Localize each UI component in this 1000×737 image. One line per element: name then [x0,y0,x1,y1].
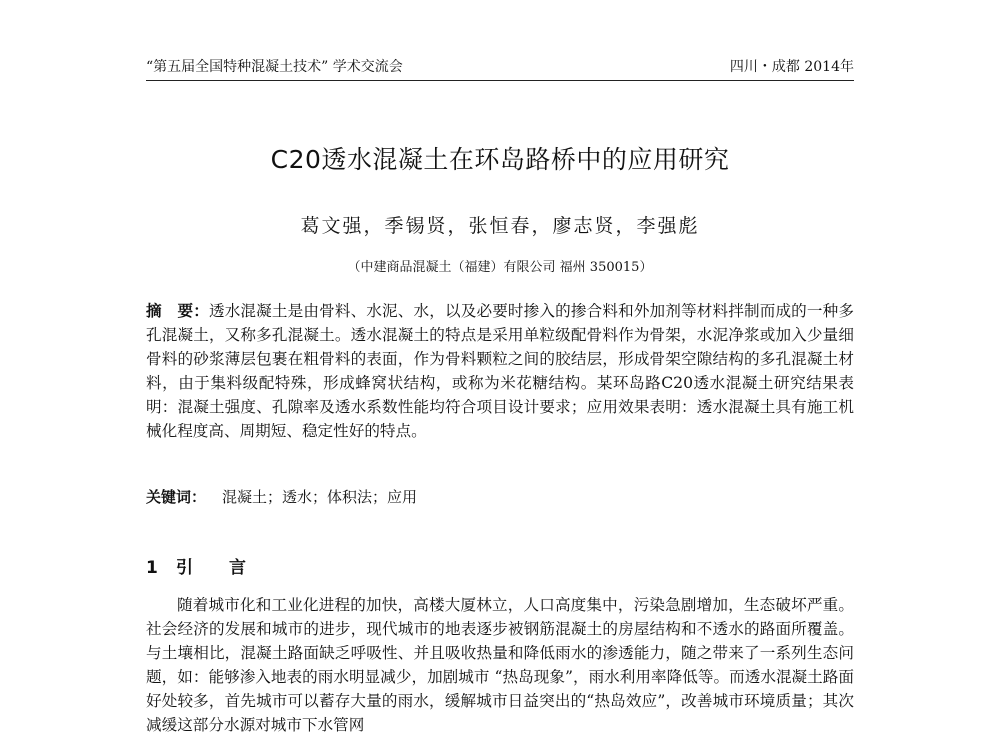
keywords-text: 混凝土；透水；体积法；应用 [222,488,418,506]
paper-title: C20透水混凝土在环岛路桥中的应用研究 [270,145,730,174]
header-rule [146,80,854,81]
affiliation: （中建商品混凝土（福建）有限公司 福州 350015） [347,260,653,275]
body-paragraph: 随着城市化和工业化进程的加快，高楼大厦林立，人口高度集中，污染急剧增加，生态破坏严重。社会经济的发展和城市的进步，现代城市的地表逐步被钢筋混凝土的房屋结构和不透水的路面所覆盖。与土壤相比，混凝土路面缺乏呼吸性、并且吸收热量和降低雨水的渗透能力，随之带来了一系列生态问题，如：能够渗入地表的雨水明显减少，加剧城市 “热岛现象”，雨水利用率降低等。而透水混凝土路面好处较多，首先城市可以蓄存大量的雨水，缓解城市日益突出的“热岛效应”，改善城市环境质量；其次减缓这部分水源对城市下水管网 [146,596,854,734]
author-list: 葛文强，季锡贤，张恒春，廖志贤，李强彪 [300,215,700,237]
keywords-label: 关键词： [146,488,207,506]
keywords [146,486,854,508]
abstract-label: 摘 要： [146,302,209,320]
abstract-text: 透水混凝土是由骨料、水泥、水，以及必要时掺入的掺合料和外加剂等材料拌制而成的一种多孔混凝土，又称多孔混凝土。透水混凝土的特点是采用单粒级配骨料作为骨架，水泥净浆或加入少量细骨料的砂浆薄层包裹在粗骨料的表面，作为骨料颗粒之间的胶结层，形成骨架空隙结构的多孔混凝土材料，由于集料级配特殊，形成蜂窝状结构，或称为米花糖结构。某环岛路C20透水混凝土研究结果表明：混凝土强度、孔隙率及透水系数性能均符合项目设计要求；应用效果表明：透水混凝土具有施工机械化程度高、周期短、稳定性好的特点。 [146,302,854,440]
section-heading [146,556,282,580]
abstract [146,299,854,443]
section-title: 引言 [176,558,282,578]
running-header [146,57,854,79]
venue-year: 四川・成都 2014年 [729,59,854,75]
section-number: 1 [146,558,158,578]
conference-name: “第五届全国特种混凝土技术” 学术交流会 [146,59,403,75]
